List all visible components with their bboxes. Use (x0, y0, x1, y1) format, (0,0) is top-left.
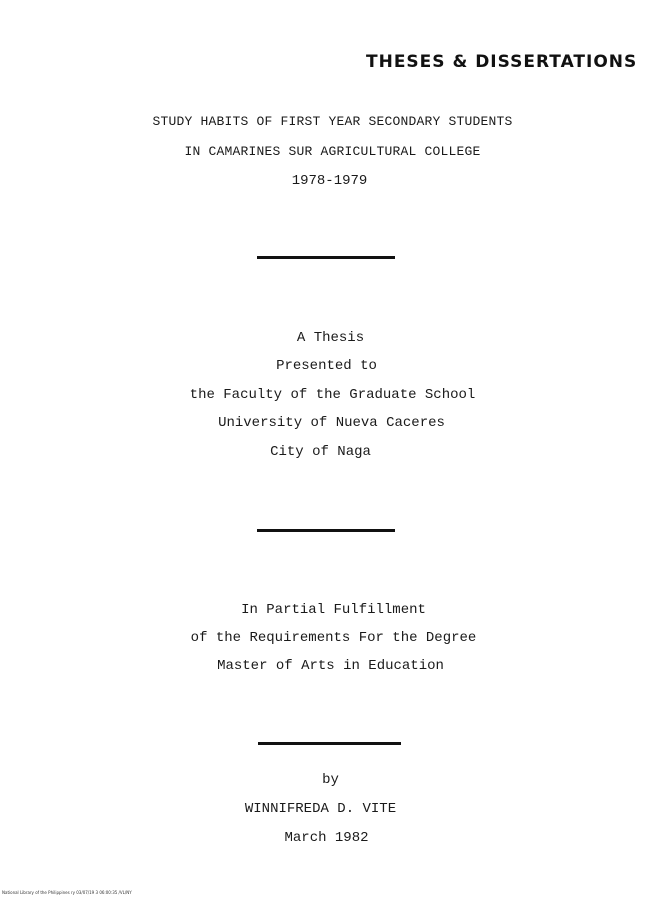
author-name: WINNIFREDA D. VITE (244, 801, 397, 817)
presented-to: Presented to (276, 358, 377, 374)
submission-date: March 1982 (284, 830, 369, 846)
faculty-line: the Faculty of the Graduate School (189, 387, 476, 403)
thesis-title-line-2: IN CAMARINES SUR AGRICULTURAL COLLEGE (184, 144, 481, 159)
thesis-year-range: 1978-1979 (291, 173, 368, 189)
divider-rule-2 (257, 529, 395, 532)
thesis-label: A Thesis (296, 330, 365, 346)
by-label: by (322, 772, 339, 788)
thesis-title-line-1: STUDY HABITS OF FIRST YEAR SECONDARY STUDENTS (152, 114, 513, 129)
university-name: University of Nueva Caceres (218, 415, 445, 431)
city-line: City of Naga (270, 444, 371, 460)
collection-stamp: THESES & DISSERTATIONS (366, 52, 638, 72)
degree-name: Master of Arts in Education (217, 658, 444, 674)
divider-rule-3 (258, 742, 401, 745)
scan-footer-note: National Library of the Philippines ry 03/07/19 3 06:00:35 /VL/NY (2, 890, 132, 895)
divider-rule-1 (257, 256, 395, 259)
partial-fulfillment: In Partial Fulfillment (241, 602, 426, 618)
requirements-line: of the Requirements For the Degree (190, 630, 477, 646)
